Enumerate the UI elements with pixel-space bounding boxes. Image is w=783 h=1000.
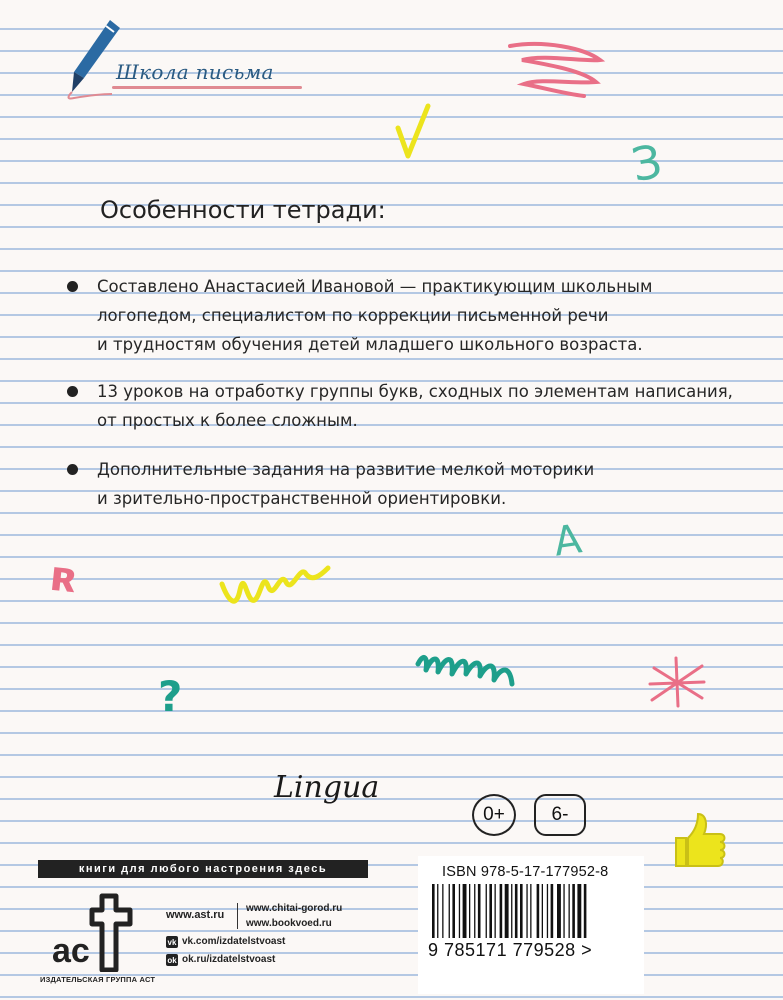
bullet-line: Составлено Анастасией Ивановой — практикующим школьным [97,277,653,296]
barcode-bar [500,884,503,938]
svg-text:ac: ac [52,932,90,970]
age-rating-badge: 6- [534,794,586,836]
teal-letter-a: A [550,516,585,566]
barcode-bar [478,884,481,938]
bullet-dot [67,386,78,397]
ok-icon: ok [167,955,177,965]
pink-loop-scribble [504,38,608,100]
series-title: Школа письма [116,60,274,84]
barcode-bar [489,884,492,938]
thumbs-up-icon [666,808,730,872]
barcode-bar [432,884,435,938]
publisher-caption: ИЗДАТЕЛЬСКАЯ ГРУППА АСТ [40,975,156,984]
barcode-bar [526,884,527,938]
vk-link[interactable]: vk.com/izdatelstvoast [182,936,286,947]
barcode-bar [537,884,540,938]
slogan-banner: книги для любого настроения здесь [38,860,368,878]
barcode-bar [463,884,467,938]
bullet-dot [67,281,78,292]
barcode-bar [511,884,512,938]
barcode-bar [520,884,523,938]
barcode-graphic [432,884,622,938]
barcode-bar [547,884,548,938]
barcode-bar [442,884,443,938]
barcode-bar [572,884,575,938]
vk-icon: vk [167,937,177,947]
partner-site-link[interactable]: www.chitai-gorod.ru [246,903,343,914]
ok-link[interactable]: ok.ru/izdatelstvoast [182,954,276,965]
barcode-bar [577,884,581,938]
page-heading: Особенности тетради: [100,196,386,224]
teal-scribble [414,634,526,690]
barcode-bar [459,884,460,938]
barcode-bar [557,884,561,938]
isbn-number: ISBN 978-5-17-177952-8 [442,864,609,880]
barcode-bar [563,884,564,938]
pink-star-scribble [646,654,708,712]
divider [237,903,238,929]
barcode-bar [569,884,570,938]
barcode-bar [505,884,509,938]
bullet-line: логопедом, специалистом по коррекции письменной речи [97,306,609,325]
partner-site-link[interactable]: www.bookvoed.ru [246,918,332,929]
teal-question-mark: ? [158,672,183,721]
brand-logo: Lingua [274,770,380,805]
bullet-line: и зрительно-пространственной ориентировки. [97,489,507,508]
barcode-number: 9 785171 779528 > [428,940,593,960]
barcode-bar [542,884,543,938]
series-underline [112,86,302,89]
bullet-line: от простых к более сложным. [97,411,358,430]
barcode-bar [515,884,518,938]
bullet-line: 13 уроков на отработку группы букв, сходных по элементам написания, [97,382,733,401]
bullet-line: и трудностям обучения детей младшего школьного возраста. [97,335,643,354]
barcode-bar [437,884,438,938]
barcode-bar [584,884,587,938]
barcode-bar [486,884,487,938]
barcode-bar [530,884,531,938]
bullet-line: Дополнительные задания на развитие мелкой моторики [97,460,595,479]
publisher-site-link[interactable]: www.ast.ru [166,909,225,921]
barcode-bar [551,884,554,938]
pen-logo-icon [62,16,124,102]
feature-bullet-3 [97,455,737,513]
feature-bullet-1 [97,272,737,359]
barcode-bar [452,884,455,938]
pink-letter-ya: я [47,550,80,603]
ast-publisher-logo [46,892,138,972]
feature-bullet-2 [97,377,737,435]
barcode-bar [474,884,475,938]
yellow-checkmark [394,102,434,162]
teal-letter-z: З [627,133,666,193]
barcode-bar [495,884,496,938]
barcode-bar [449,884,450,938]
yellow-scribble [216,556,334,612]
age-rating-badge: 0+ [472,794,516,836]
bullet-dot [67,464,78,475]
barcode-bar [469,884,470,938]
